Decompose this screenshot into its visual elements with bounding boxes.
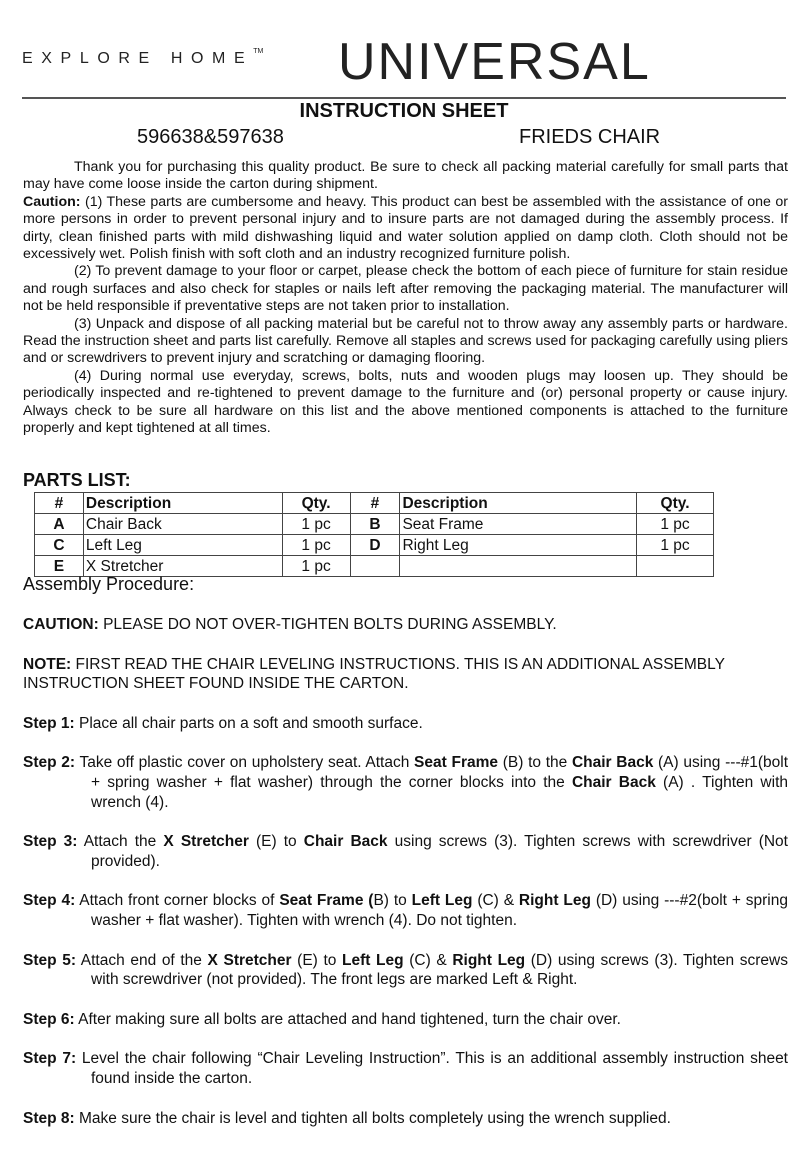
col-header-num-2: # xyxy=(350,493,400,514)
step-text: (C) & xyxy=(472,892,519,910)
part-qty: 1 pc xyxy=(282,556,350,577)
step-part-name: X Stretcher xyxy=(207,951,292,969)
step-text: Attach the xyxy=(77,833,164,851)
intro-thanks: Thank you for purchasing this quality product. Be sure to check all packing material carefully for small parts that may have come loose inside the carton during shipment. xyxy=(23,159,788,193)
step-part-name: Chair Back xyxy=(571,754,654,772)
step-label: Step 8: xyxy=(23,1109,75,1127)
caution-paragraph-4: (4) During normal use everyday, screws, bolts, nuts and wooden plugs may loosen up. They should be periodically inspected and re-tightened to prevent damage to the furniture and (or) personal property or cause injury. Always check to be sure all hardware on this list and the above mentioned components is attached to the furniture properly and kept tightened at all times. xyxy=(23,367,788,437)
step-4 xyxy=(23,891,788,930)
step-part-name: Left Leg xyxy=(411,892,473,910)
step-8 xyxy=(23,1109,788,1129)
part-qty: 1 pc xyxy=(637,514,714,535)
assembly-caution-label: CAUTION: xyxy=(23,616,99,633)
part-description: X Stretcher xyxy=(83,556,282,577)
step-6 xyxy=(23,1010,788,1030)
assembly-caution-text: PLEASE DO NOT OVER-TIGHTEN BOLTS DURING ASSEMBLY. xyxy=(98,616,557,633)
col-header-description: Description xyxy=(83,493,282,514)
step-text: Attach end of the xyxy=(76,951,208,969)
part-id: A xyxy=(35,514,84,535)
assembly-note-label: NOTE: xyxy=(23,655,72,673)
assembly-steps xyxy=(23,615,788,1148)
product-name: FRIEDS CHAIR xyxy=(519,126,661,148)
header-divider xyxy=(22,97,786,99)
part-description: Left Leg xyxy=(83,535,282,556)
step-1 xyxy=(23,714,788,734)
caution-text-1: (1) These parts are cumbersome and heavy. This product can best be assembled with the assistance of one or more persons in order to prevent personal injury and to insure parts are not damaged during the assembly process. If dirty, clean finished parts with mild dishwashing liquid and water solution applied on damp cloth. Cloth should not be excessively wet. Polish finish with soft cloth and an industry recognized furniture polish. xyxy=(23,193,788,263)
table-row xyxy=(35,535,714,556)
col-header-qty-2: Qty. xyxy=(637,493,714,514)
parts-table xyxy=(34,492,714,577)
parts-table-header-row xyxy=(35,493,714,514)
part-id: E xyxy=(35,556,84,577)
col-header-qty: Qty. xyxy=(282,493,350,514)
part-qty: 1 pc xyxy=(637,535,714,556)
step-label: Step 4: xyxy=(23,892,76,910)
caution-paragraph-1 xyxy=(23,194,788,264)
table-row xyxy=(35,514,714,535)
assembly-caution xyxy=(23,615,788,635)
step-label: Step 6: xyxy=(23,1010,75,1028)
part-description: Seat Frame xyxy=(400,514,637,535)
step-text: Place all chair parts on a soft and smooth surface. xyxy=(74,714,423,732)
step-text: (B) to the xyxy=(498,754,572,772)
caution-paragraph-3: (3) Unpack and dispose of all packing material but be careful not to throw away any assembly parts or hardware. Read the instruction sheet and parts list carefully. Remove all staples and screws used for packaging carefully using pliers and or screwdrivers to prevent injury and scratching or damaging flooring. xyxy=(23,315,788,367)
step-label: Step 3: xyxy=(23,833,78,851)
step-label: Step 5: xyxy=(23,951,76,969)
part-description: Chair Back xyxy=(83,514,282,535)
step-label: Step 7: xyxy=(23,1050,77,1068)
step-text: Level the chair following “Chair Leveling Instruction”. This is an additional assembly instruction sheet found inside the carton. xyxy=(76,1050,788,1087)
step-3 xyxy=(23,832,788,871)
step-label: Step 1: xyxy=(23,714,75,732)
step-text: (A) . Tighten with wrench (4). xyxy=(91,773,789,811)
step-part-name: Chair Back xyxy=(571,773,656,791)
part-qty: 1 pc xyxy=(282,514,350,535)
brand-explore-home xyxy=(22,50,263,68)
col-header-description-2: Description xyxy=(400,493,637,514)
step-text: (D) using screws (3). Tighten screws with screwdriver (not provided). The front legs are marked Left & Right. xyxy=(91,951,788,989)
caution-paragraph-2: (2) To prevent damage to your floor or carpet, please check the bottom of each piece of furniture for stain residue and rough surfaces and also check for staples or nails left after removing the packaging material. The manufacturer will not be held responsible if preventative steps are not taken prior to installation. xyxy=(23,263,788,315)
step-text: Attach front corner blocks of xyxy=(75,892,280,910)
step-label: Step 2: xyxy=(23,754,76,772)
sheet-title: INSTRUCTION SHEET xyxy=(299,100,509,122)
brand-explore-home-text: EXPLORE HOME xyxy=(22,50,254,67)
step-part-name: Left Leg xyxy=(342,951,404,969)
step-text: (A) using ---#1(bolt + spring washer + flat washer) through the corner blocks into the xyxy=(91,754,788,791)
part-qty: 1 pc xyxy=(282,535,350,556)
part-id: C xyxy=(35,535,84,556)
step-part-name: Right Leg xyxy=(518,892,591,910)
brand-universal-logo: UNIVERSAL xyxy=(338,33,651,91)
part-id-empty xyxy=(350,556,400,577)
step-text: Make sure the chair is level and tighten all bolts completely using the wrench supplied. xyxy=(74,1109,671,1127)
step-part-name: Seat Frame xyxy=(414,754,499,772)
intro-section xyxy=(23,159,788,438)
parts-list-title: PARTS LIST: xyxy=(23,470,131,490)
step-2 xyxy=(23,753,788,812)
step-text: (D) using ---#2(bolt + spring washer + flat washer). Tighten with wrench (4). Do not tighten. xyxy=(91,892,788,929)
step-part-name: Chair Back xyxy=(303,833,388,851)
step-text: using screws (3). Tighten screws with screwdriver (Not provided). xyxy=(91,833,788,870)
part-id: B xyxy=(350,514,400,535)
step-part-name: X Stretcher xyxy=(163,833,249,851)
trademark-mark: TM xyxy=(253,48,264,55)
step-text: (E) to xyxy=(248,833,304,851)
assembly-note xyxy=(23,655,788,694)
assembly-note-text: FIRST READ THE CHAIR LEVELING INSTRUCTIONS. THIS IS AN ADDITIONAL ASSEMBLY INSTRUCTION SHEET FOUND INSIDE THE CARTON. xyxy=(23,655,725,693)
caution-label: Caution: xyxy=(23,193,81,210)
step-text: (C) & xyxy=(403,951,453,969)
part-description-empty xyxy=(400,556,637,577)
part-id: D xyxy=(350,535,400,556)
part-description: Right Leg xyxy=(400,535,637,556)
col-header-num: # xyxy=(35,493,84,514)
step-5 xyxy=(23,951,788,990)
part-qty-empty xyxy=(637,556,714,577)
step-7 xyxy=(23,1049,788,1088)
step-part-name: Right Leg xyxy=(452,951,526,969)
model-number: 596638&597638 xyxy=(137,126,284,148)
step-text: B) to xyxy=(373,892,412,910)
step-text: Take off plastic cover on upholstery seat. Attach xyxy=(75,754,415,772)
step-part-name: Seat Frame ( xyxy=(279,892,374,910)
step-text: (E) to xyxy=(291,951,343,969)
assembly-procedure-title: Assembly Procedure: xyxy=(23,574,195,594)
step-text: After making sure all bolts are attached and hand tightened, turn the chair over. xyxy=(74,1010,621,1028)
